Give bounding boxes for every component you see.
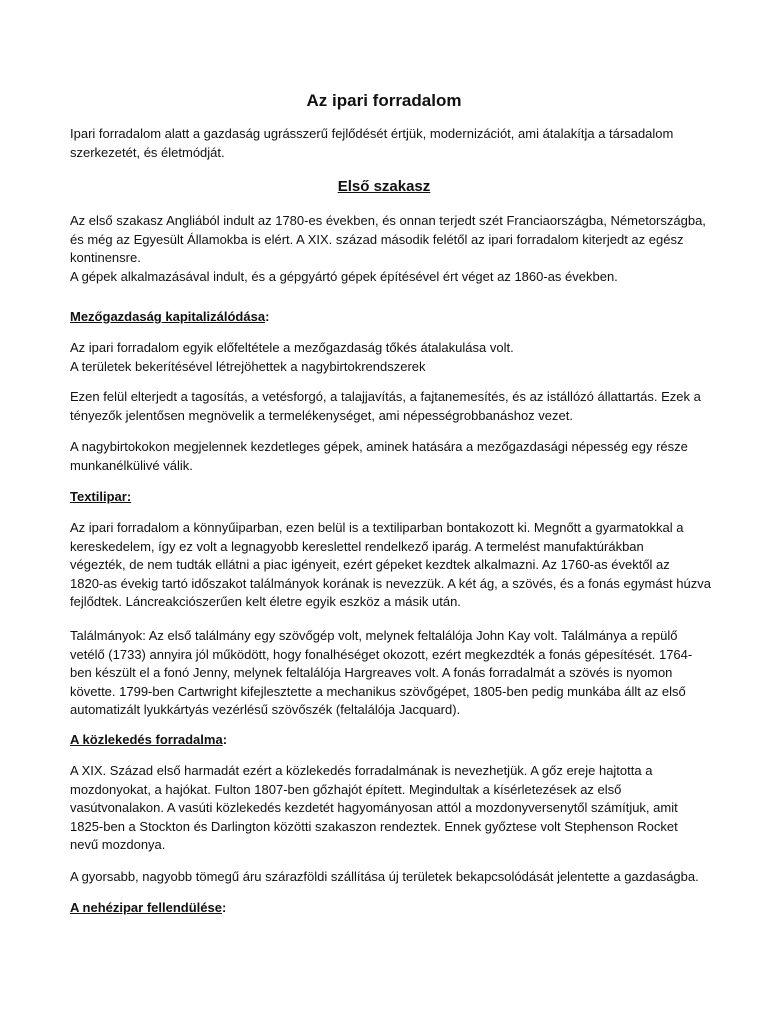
text-line: ben készült el a fonó Jenny, melynek feltalálója Hargreaves volt. A fonás forradalmát a szövés is nyomon: [70, 665, 673, 680]
agriculture-paragraph-3: [70, 438, 710, 475]
section-paragraph: [70, 212, 710, 286]
text-line: fejlődtek. Láncreakciószerűen kelt életre egyik eszköz a másik után.: [70, 594, 461, 609]
text-line: Az első szakasz Angliából indult az 1780-es években, és onnan terjedt szét Franciaországba, Németországba,: [70, 213, 706, 228]
text-line: Az ipari forradalom a könnyűiparban, ezen belül is a textiliparban bontakozott ki. Megnőtt a gyarmatokkal a: [70, 520, 684, 535]
text-line: Ipari forradalom alatt a gazdaság ugrásszerű fejlődését értjük, modernizációt, ami átalakítja a társadalom: [70, 126, 674, 141]
section-heading: Első szakasz: [337, 178, 431, 195]
transport-heading-text: A közlekedés forradalma: [70, 732, 223, 747]
text-line: 1820-as évekig tartó időszakot találmányok korának is nevezzük. A két ág, a szövés, és a fonás egymást húzva: [70, 575, 711, 591]
text-line: 1825-ben a Stockton és Darlington közötti szakaszon rendeztek. Ennek győztese volt Stephenson Rocket: [70, 818, 678, 834]
heading-colon: :: [221, 900, 227, 915]
heavy-industry-heading: [70, 899, 710, 918]
text-line: mozdonyokat, a hajókat. Fulton 1807-ben gőzhajót épített. Megindultak a kísérletezések az első: [70, 781, 622, 797]
text-line: Az ipari forradalom egyik előfeltétele a mezőgazdaság tőkés átalakulása volt.: [70, 340, 514, 355]
text-line: vasútvonalakon. A vasúti közlekedés kezdetét hagyományosan attól a mozdonyversenytől számítjuk, amit: [70, 800, 678, 815]
agriculture-paragraph-1: [70, 339, 710, 376]
text-line: A nagybirtokokon megjelennek kezdetleges gépek, aminek hatására a mezőgazdasági népesség egy része: [70, 439, 688, 454]
textile-paragraph-2: [70, 627, 710, 720]
transport-paragraph-1: [70, 762, 710, 855]
transport-heading: [70, 731, 710, 750]
heading-colon: :: [222, 732, 228, 747]
intro-paragraph: [70, 125, 710, 162]
text-line: követte. 1799-ben Cartwright kifejlesztette a mechanikus szövőgépet, 1805-ben pedig munkába állt az első: [70, 683, 686, 699]
agriculture-heading-text: Mezőgazdaság kapitalizálódása: [70, 309, 266, 324]
text-line: A XIX. Század első harmadát ezért a közlekedés forradalmának is nevezhetjük. A gőz ereje hajtotta a: [70, 763, 653, 778]
textile-heading: [70, 488, 710, 507]
text-line: Ezen felül elterjedt a tagosítás, a vetésforgó, a talajjavítás, a fajtanemesítés, és az istállózó állattartás. Ezek a: [70, 389, 701, 404]
text-line: és még az Egyesült Államokba is elért. A XIX. század második felétől az ipari forradalom kiterjedt az egész: [70, 231, 684, 247]
agriculture-heading: [70, 308, 710, 327]
text-line: automatizált lyukkártyás vezérlésű szövőszék (feltalálója Jacquard).: [70, 702, 461, 717]
text-line: végezték, de nem tudták ellátni a piac igényeit, ezért gépeket kezdtek alkalmazni. Az 1760-as évektől az: [70, 557, 670, 572]
text-line: tényezők jelentősen megnövelik a termelékenységet, ami népességrobbanáshoz vezet.: [70, 407, 573, 423]
text-line: kontinensre.: [70, 250, 141, 265]
transport-paragraph-2: [70, 868, 710, 887]
text-line: A gyorsabb, nagyobb tömegű áru szárazföldi szállítása új területek bekapcsolódását jelentette a gazdaságba.: [70, 869, 699, 884]
agriculture-paragraph-2: [70, 388, 710, 425]
text-line: vetélő (1733) annyira jól működött, hogy fonalhéséget okozott, ezért megkezdték a fonás gépesítését. 1764-: [70, 646, 693, 662]
heading-colon: :: [265, 309, 270, 324]
text-line: szerkezetét, és életmódját.: [70, 144, 225, 160]
document-title: Az ipari forradalom: [306, 91, 462, 110]
text-line: munkanélkülivé válik.: [70, 457, 193, 473]
heavy-industry-heading-text: A nehézipar fellendülése: [70, 900, 222, 915]
text-line: A gépek alkalmazásával indult, és a gépgyártó gépek építésével ért véget az 1860-as években.: [70, 268, 618, 284]
text-line: Találmányok: Az első találmány egy szövőgép volt, melynek feltalálója John Kay volt. Találmánya a repülő: [70, 628, 678, 643]
textile-heading-text: Textilipar:: [70, 489, 132, 504]
text-line: nevű mozdonya.: [70, 837, 166, 852]
text-line: kereskedelem, így ez volt a legnagyobb kereslettel rendelkező iparág. A termelést manufaktúrákban: [70, 538, 644, 554]
text-line: A területek bekerítésével létrejöhettek a nagybirtokrendszerek: [70, 358, 426, 374]
textile-paragraph-1: [70, 519, 710, 612]
